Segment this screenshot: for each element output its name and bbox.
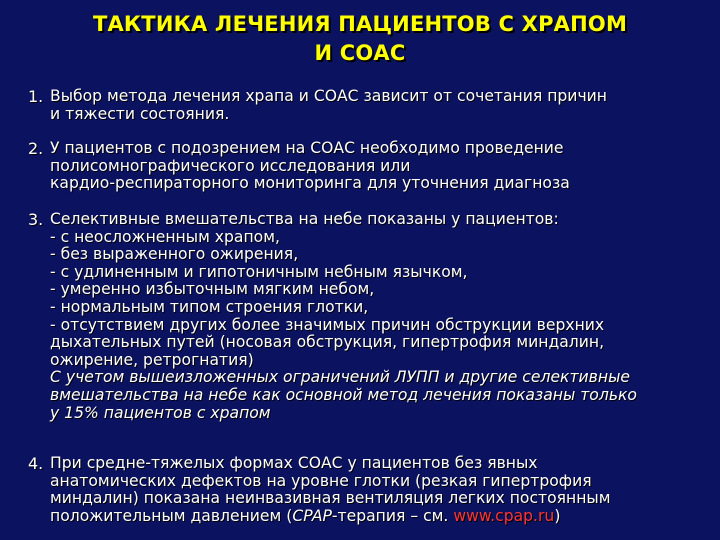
item-text (50, 455, 712, 525)
list-item-1 (28, 88, 712, 123)
item-line: - умеренно избыточным мягким небом, (50, 280, 375, 299)
cpap-term: CPAP (292, 506, 332, 525)
item-line: миндалин) показана неинвазивная вентиляция легких постоянным (50, 489, 611, 508)
item-number: 4. (28, 454, 44, 474)
item-text (50, 88, 712, 123)
item-note-line: С учетом вышеизложенных ограничений ЛУПП и другие селективные (50, 368, 630, 387)
item-line: Выбор метода лечения храпа и СОАС зависит от сочетания причин (50, 87, 607, 105)
item-number: 1. (28, 87, 44, 106)
slide-body (28, 88, 712, 525)
item-text (50, 140, 712, 193)
item-line: дыхательных путей (носовая обструкция, гипертрофия миндалин, (50, 333, 605, 352)
item-text (50, 211, 712, 422)
item-line: - нормальным типом строения глотки, (50, 297, 369, 316)
slide-title (20, 10, 700, 68)
item-line: - отсутствием других более значимых причин обструкции верхних (50, 315, 605, 334)
last-line-middle: -терапия – см. (331, 506, 454, 525)
item-number: 2. (28, 139, 44, 159)
list-item-2 (28, 140, 712, 193)
item-last-line (50, 508, 712, 526)
item-line: - без выраженного ожирения, (50, 245, 299, 264)
title-line-1: ТАКТИКА ЛЕЧЕНИЯ ПАЦИЕНТОВ С ХРАПОМ (92, 12, 628, 36)
item-line: ожирение, ретрогнатия) (50, 350, 254, 369)
item-line: полисомнографического исследования или (50, 156, 411, 175)
last-line-before: положительным давлением ( (50, 506, 293, 525)
title-line-2: И СОАС (314, 41, 406, 65)
item-line: У пациентов с подозрением на СОАС необходимо проведение (50, 139, 564, 158)
item-line: При средне-тяжелых формах СОАС у пациентов без явных (50, 454, 538, 473)
cpap-website-link[interactable]: www.cpap.ru (453, 506, 555, 525)
item-line: - с удлиненным и гипотоничным небным язычком, (50, 262, 468, 281)
last-line-after: ) (554, 506, 561, 525)
item-line: - с неосложненным храпом, (50, 227, 280, 246)
list-item-3 (28, 211, 712, 422)
list-item-4 (28, 455, 712, 525)
item-line: кардио-респираторного мониторинга для уточнения диагноза (50, 174, 570, 193)
item-note-line: вмешательства на небе как основной метод лечения показаны только (50, 385, 637, 404)
item-line: анатомических дефектов на уровне глотки (резкая гипертрофия (50, 471, 592, 490)
item-line: Селективные вмешательства на небе показаны у пациентов: (50, 209, 559, 228)
item-note-line: у 15% пациентов с храпом (50, 403, 271, 422)
item-number: 3. (28, 209, 44, 229)
item-line: и тяжести состояния. (50, 104, 230, 123)
